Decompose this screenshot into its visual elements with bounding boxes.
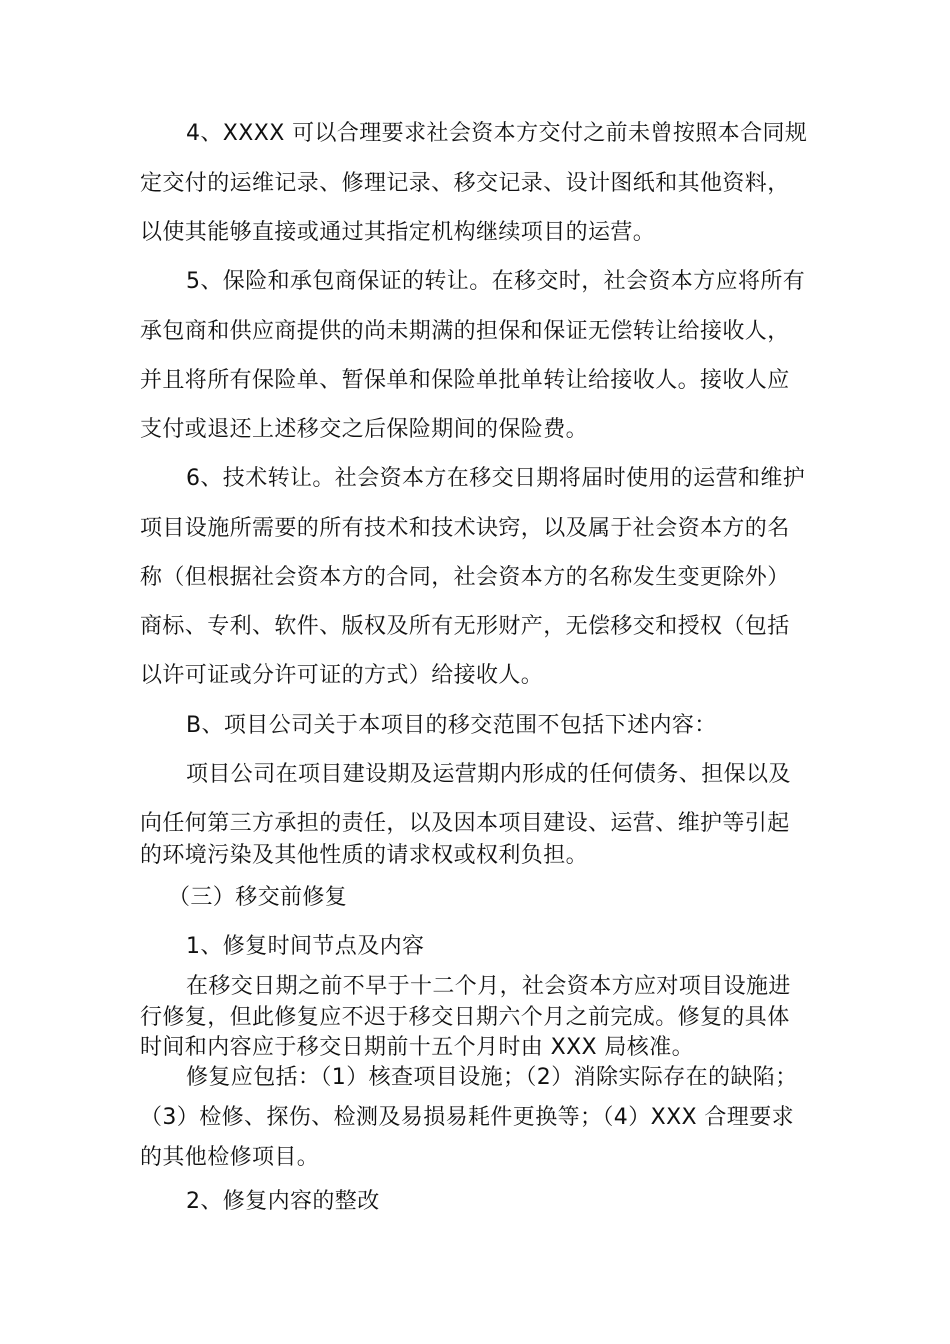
paragraph-line: 在移交日期之前不早于十二个月，社会资本方应对项目设施进 (186, 974, 791, 999)
paragraph-line: 6、技术转让。社会资本方在移交日期将届时使用的运营和维护 (186, 466, 806, 491)
paragraph-line: 时间和内容应于移交日期前十五个月时由 XXX 局核准。 (140, 1035, 695, 1060)
paragraph-line: 以使其能够直接或通过其指定机构继续项目的运营。 (140, 220, 656, 245)
paragraph-line: 承包商和供应商提供的尚未期满的担保和保证无偿转让给接收人， (140, 319, 790, 344)
paragraph-line: 商标、专利、软件、版权及所有无形财产，无偿移交和授权（包括 (140, 614, 790, 639)
paragraph-line: 支付或退还上述移交之后保险期间的保险费。 (140, 417, 589, 442)
paragraph-line: 称（但根据社会资本方的合同，社会资本方的名称发生变更除外） (140, 565, 790, 590)
paragraph-line: 修复应包括：（1）核查项目设施；（2）消除实际存在的缺陷； (186, 1065, 798, 1090)
subsection-heading: 2、修复内容的整改 (186, 1189, 380, 1214)
paragraph-line: 的环境污染及其他性质的请求权或权利负担。 (140, 843, 589, 868)
paragraph-line: （3）检修、探伤、检测及易损易耗件更换等；（4）XXX 合理要求 (140, 1105, 795, 1130)
paragraph-line: 以许可证或分许可证的方式）给接收人。 (140, 663, 544, 688)
paragraph-line: 4、XXXX 可以合理要求社会资本方交付之前未曾按照本合同规 (186, 121, 808, 146)
paragraph-line: 项目设施所需要的所有技术和技术诀窍，以及属于社会资本方的名 (140, 516, 790, 541)
paragraph-line: 向任何第三方承担的责任，以及因本项目建设、运营、维护等引起 (140, 811, 790, 836)
paragraph-line: 5、保险和承包商保证的转让。在移交时，社会资本方应将所有 (186, 269, 806, 294)
paragraph-line: 并且将所有保险单、暂保单和保险单批单转让给接收人。接收人应 (140, 368, 790, 393)
paragraph-line: B、项目公司关于本项目的移交范围不包括下述内容： (186, 713, 717, 738)
section-heading: （三）移交前修复 (168, 885, 348, 910)
paragraph-line: 的其他检修项目。 (140, 1145, 320, 1170)
subsection-heading: 1、修复时间节点及内容 (186, 934, 425, 959)
paragraph-line: 行修复，但此修复应不迟于移交日期六个月之前完成。修复的具体 (140, 1005, 790, 1030)
paragraph-line: 定交付的运维记录、修理记录、移交记录、设计图纸和其他资料， (140, 171, 790, 196)
paragraph-line: 项目公司在项目建设期及运营期内形成的任何债务、担保以及 (186, 762, 791, 787)
